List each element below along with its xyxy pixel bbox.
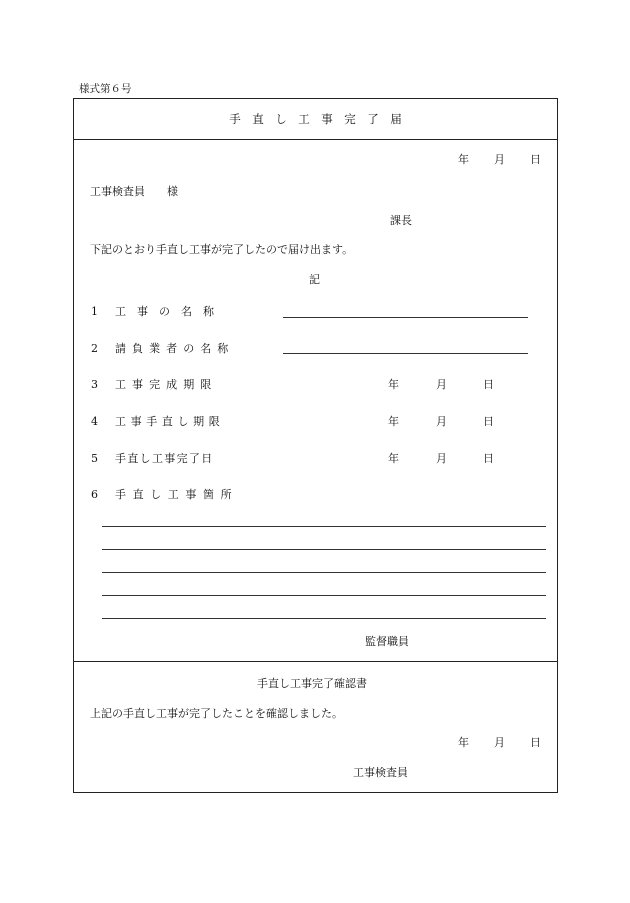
construction-name-line[interactable]: [283, 317, 528, 318]
item-year: 年: [388, 415, 399, 428]
item-year: 年: [388, 452, 399, 465]
confirmation-divider: [73, 661, 558, 662]
location-line[interactable]: [102, 549, 546, 550]
location-line[interactable]: [102, 572, 546, 573]
date-year: 年: [458, 153, 469, 166]
location-line[interactable]: [102, 526, 546, 527]
confirmation-day: 日: [530, 736, 541, 749]
item-number: 6: [91, 488, 98, 501]
item-label: 工 事 の 名 称: [115, 305, 214, 318]
inspector-label: 工事検査員: [353, 766, 408, 779]
location-line[interactable]: [102, 595, 546, 596]
item-number: 2: [91, 342, 98, 355]
confirmation-body: 上記の手直し工事が完了したことを確認しました。: [90, 707, 343, 720]
item-label: 手直し工事完了日: [115, 452, 214, 465]
item-label: 請負業者の名称: [115, 342, 235, 355]
item-number: 1: [91, 305, 98, 318]
item-number: 4: [91, 415, 98, 428]
confirmation-title: 手直し工事完了確認書: [257, 677, 367, 690]
item-month: 月: [436, 378, 447, 391]
item-day: 日: [483, 452, 494, 465]
confirmation-year: 年: [458, 736, 469, 749]
item-label: 手直し工事箇所: [115, 488, 239, 501]
item-year: 年: [388, 378, 399, 391]
item-day: 日: [483, 415, 494, 428]
item-label: 工事完成期限: [115, 378, 218, 391]
intro-text: 下記のとおり手直し工事が完了したので届け出ます。: [90, 243, 354, 256]
location-line[interactable]: [102, 618, 546, 619]
contractor-name-line[interactable]: [283, 353, 528, 354]
item-label: 工事手直し期限: [115, 415, 225, 428]
ki-heading: 記: [309, 273, 320, 286]
supervisor-label: 監督職員: [365, 635, 409, 648]
item-number: 3: [91, 378, 98, 391]
form-number: 様式第６号: [79, 83, 132, 95]
form-title: 手 直 し 工 事 完 了 届: [229, 112, 402, 126]
item-number: 5: [91, 452, 98, 465]
date-day: 日: [530, 153, 541, 166]
item-day: 日: [483, 378, 494, 391]
item-month: 月: [436, 415, 447, 428]
sender-title: 課長: [390, 214, 412, 227]
confirmation-month: 月: [494, 736, 505, 749]
date-month: 月: [494, 153, 505, 166]
addressee: 工事検査員 様: [90, 185, 178, 198]
title-divider: [73, 139, 558, 140]
item-month: 月: [436, 452, 447, 465]
